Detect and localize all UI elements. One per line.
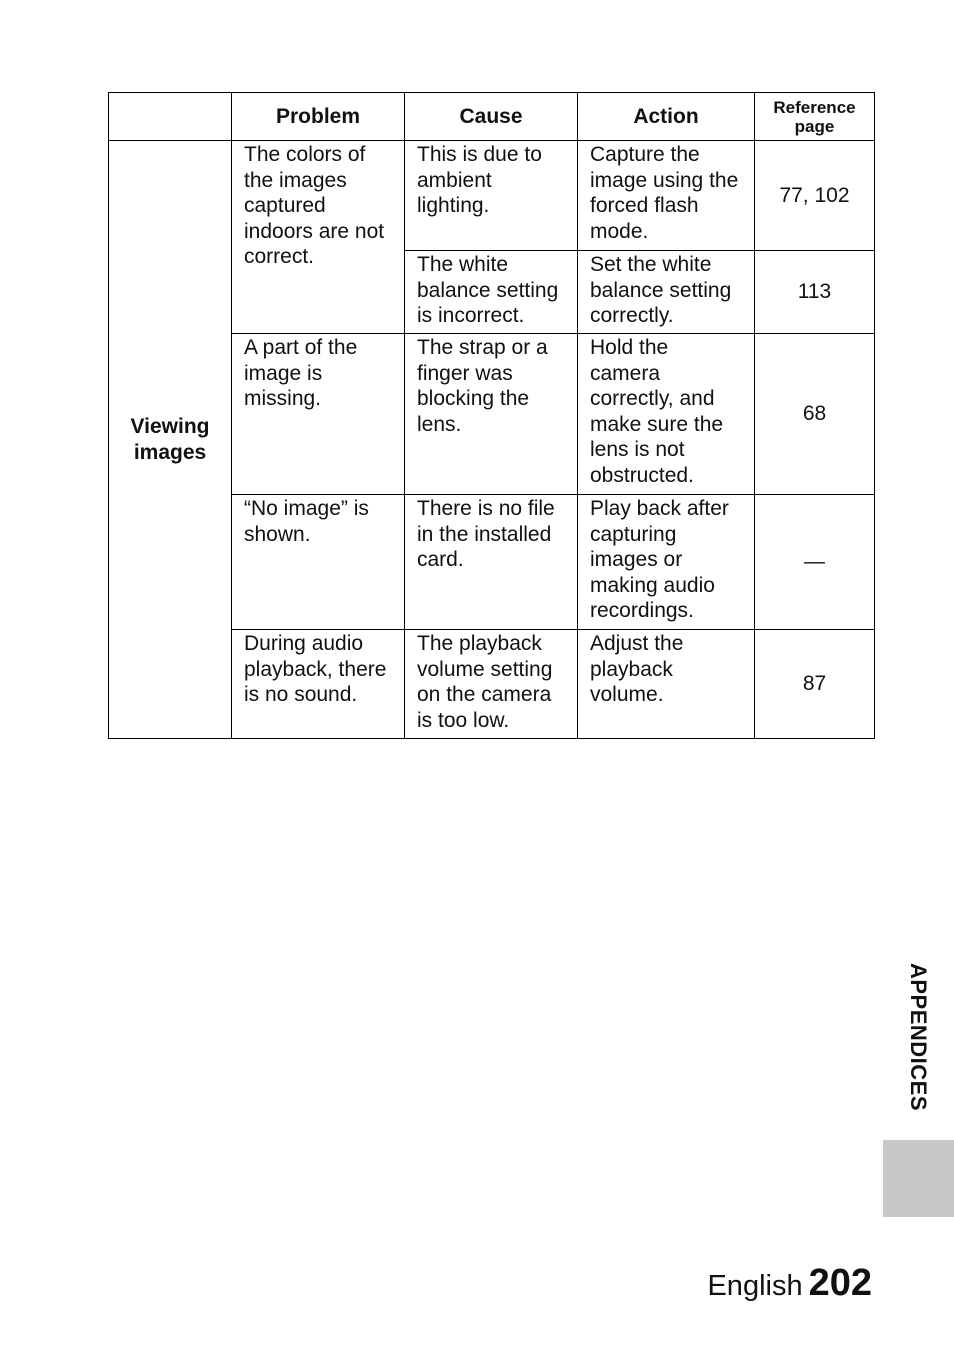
reference-page-cell: 77, 102 xyxy=(755,141,875,251)
reference-page-cell: — xyxy=(755,495,875,630)
page-footer xyxy=(707,1262,872,1305)
page-number: 202 xyxy=(808,1262,872,1304)
header-row xyxy=(109,93,875,141)
header-problem: Problem xyxy=(232,93,405,141)
action-cell: Adjust the playback volume. xyxy=(578,630,755,739)
cause-cell: The white balance setting is incorrect. xyxy=(405,251,578,334)
action-cell: Capture the image using the forced flash mode. xyxy=(578,141,755,251)
cause-cell: The strap or a finger was blocking the lens. xyxy=(405,334,578,495)
header-reference-page: Reference page xyxy=(755,93,875,141)
action-cell: Hold the camera correctly, and make sure the lens is not obstructed. xyxy=(578,334,755,495)
reference-page-cell: 68 xyxy=(755,334,875,495)
problem-cell: “No image” is shown. xyxy=(232,495,405,630)
header-empty xyxy=(109,93,232,141)
header-action: Action xyxy=(578,93,755,141)
action-cell: Set the white balance setting correctly. xyxy=(578,251,755,334)
header-cause: Cause xyxy=(405,93,578,141)
footer-language: English xyxy=(707,1270,803,1302)
problem-cell: A part of the image is missing. xyxy=(232,334,405,495)
cause-cell: The playback volume setting on the camera is too low. xyxy=(405,630,578,739)
action-cell: Play back after capturing images or making audio recordings. xyxy=(578,495,755,630)
problem-cell: During audio playback, there is no sound. xyxy=(232,630,405,739)
section-tab-label: APPENDICES xyxy=(906,963,931,1112)
cause-cell: There is no file in the installed card. xyxy=(405,495,578,630)
cause-cell: This is due to ambient lighting. xyxy=(405,141,578,251)
troubleshooting-table xyxy=(108,92,875,739)
reference-page-cell: 113 xyxy=(755,251,875,334)
section-tab-marker xyxy=(883,1140,954,1217)
category-cell: Viewing images xyxy=(109,141,232,739)
reference-page-cell: 87 xyxy=(755,630,875,739)
problem-cell: The colors of the images captured indoors are not correct. xyxy=(232,141,405,334)
table-row xyxy=(109,141,875,251)
